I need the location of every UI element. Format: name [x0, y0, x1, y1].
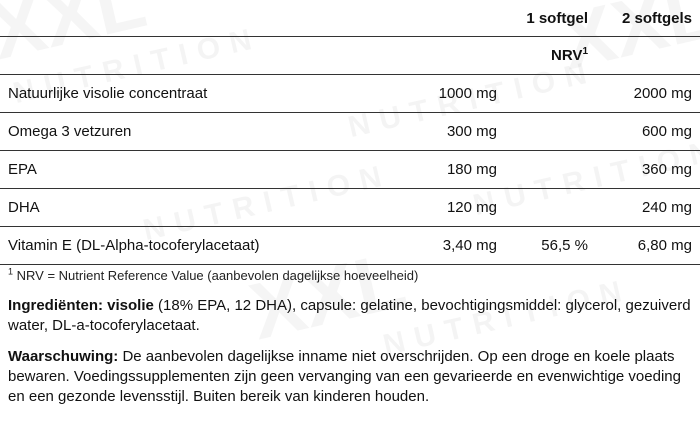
warning-text: De aanbevolen dagelijkse inname niet overschrijden. Op een droge en koele plaats bewaren. Voedingssupplementen zijn geen vervanging van een gevarieerde en evenwichtige voeding en een gezonde levensstijl. Buiten bereik van kinderen houden.	[8, 348, 681, 405]
table-nrv-row	[0, 37, 700, 75]
amount-1-softgel: 3,40 mg	[396, 227, 505, 265]
amount-2-softgels: 6,80 mg	[596, 227, 700, 265]
table-row	[0, 151, 700, 189]
amount-2-softgels: 600 mg	[596, 113, 700, 151]
table-row	[0, 189, 700, 227]
ingredients-label: Ingrediënten: visolie	[8, 297, 154, 314]
nrv-value	[505, 189, 596, 227]
header-1-softgel: 1 softgel	[505, 0, 596, 37]
amount-1-softgel: 300 mg	[396, 113, 505, 151]
nrv-value: 56,5 %	[505, 227, 596, 265]
table-row	[0, 75, 700, 113]
amount-2-softgels: 360 mg	[596, 151, 700, 189]
nrv-footnote: $^1$ NRV = Nutrient Reference Value (aanbevolen dagelijkse hoeveelheid)	[8, 266, 419, 283]
ingredients-paragraph	[8, 296, 692, 336]
nutrient-name: Omega 3 vetzuren	[0, 113, 396, 151]
table-row	[0, 113, 700, 151]
nrv-value	[505, 113, 596, 151]
nutrient-name: Natuurlijke visolie concentraat	[0, 75, 396, 113]
amount-1-softgel: 180 mg	[396, 151, 505, 189]
table-row	[0, 227, 700, 265]
table-header-row	[0, 0, 700, 37]
amount-2-softgels: 240 mg	[596, 189, 700, 227]
nutrient-name: DHA	[0, 189, 396, 227]
amount-1-softgel: 120 mg	[396, 189, 505, 227]
nutrient-name: EPA	[0, 151, 396, 189]
amount-2-softgels: 2000 mg	[596, 75, 700, 113]
nrv-value	[505, 151, 596, 189]
header-nrv: NRV$^1$	[505, 37, 596, 75]
nutrient-name: Vitamin E (DL-Alpha-tocoferylacetaat)	[0, 227, 396, 265]
amount-1-softgel: 1000 mg	[396, 75, 505, 113]
warning-label: Waarschuwing:	[8, 348, 119, 365]
header-2-softgels: 2 softgels	[596, 0, 700, 37]
ingredients-text: (18% EPA, 12 DHA), capsule: gelatine, bevochtigingsmiddel: glycerol, gezuiverd water, DL-a-tocoferylacetaat.	[8, 297, 691, 334]
nrv-value	[505, 75, 596, 113]
warning-paragraph	[8, 347, 692, 407]
